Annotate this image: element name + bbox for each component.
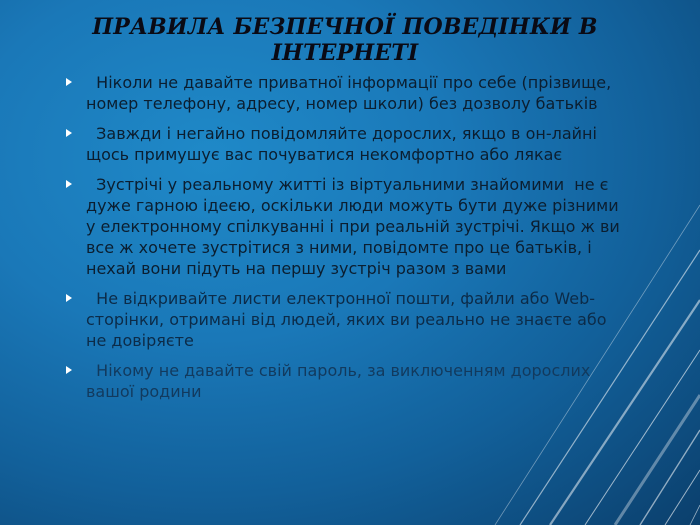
bullet-text: Зустрічі у реальному житті із віртуальними знайомими не є дуже гарною ідеєю, оскільки люди можуть бути дуже різними у електронному спілкуванні і при реальній зустрічі. Якщо ж ви все ж хочете зустрітися з ними, повідомте про це батьків, і нехай вони підуть на першу зустріч разом з вами [86, 175, 625, 278]
bullet-text: Ніколи не давайте приватної інформації про себе (прізвище, номер телефону, адресу, номер школи) без дозволу батьків [86, 73, 617, 113]
slide-title: ПРАВИЛА БЕЗПЕЧНОЇ ПОВЕДІНКИ В ІНТЕРНЕТІ [92, 14, 598, 66]
list-item [66, 123, 626, 165]
list-item [66, 72, 626, 114]
triangle-bullet-icon [66, 78, 72, 86]
triangle-bullet-icon [66, 129, 72, 137]
bullet-text: Не відкривайте листи електронної пошти, файли або Web-сторінки, отримані від людей, яких ви реально не знаєте або не довіряєте [86, 289, 612, 350]
triangle-bullet-icon [66, 366, 72, 374]
triangle-bullet-icon [66, 294, 72, 302]
list-item [66, 174, 626, 279]
list-item [66, 360, 626, 402]
bullet-text: Завжди і негайно повідомляйте дорослих, якщо в он-лайні щось примушує вас почуватися некомфортно або лякає [86, 124, 603, 164]
triangle-bullet-icon [66, 180, 72, 188]
bullet-text: Нікому не давайте свій пароль, за виключенням дорослих вашої родини [86, 361, 596, 401]
bullet-list [66, 72, 626, 411]
list-item [66, 288, 626, 351]
